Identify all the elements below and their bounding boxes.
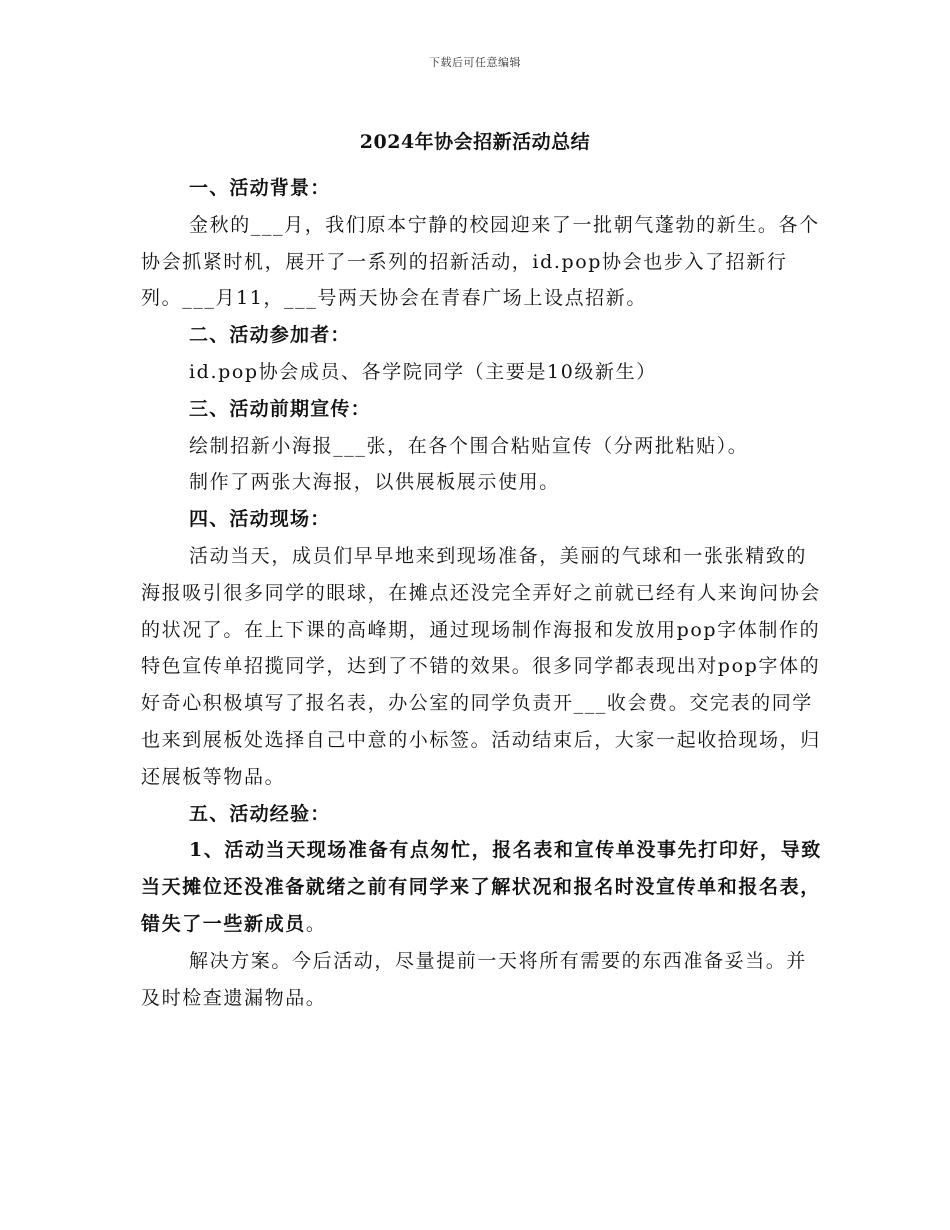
section-heading-onsite: 四、活动现场：: [189, 508, 331, 531]
paragraph-publicity-2: 制作了两张大海报，以供展板展示使用。: [189, 471, 560, 494]
experience-bold-text: 1、活动当天现场准备有点匆忙，报名表和宣传单没事先打印好，导致当天摊位还没准备就绪之前有同学来了解状况和报名时没宣传单和报名表，错失了一些新成员: [141, 839, 822, 935]
experience-end-punct: 。: [305, 912, 327, 935]
section-heading-participants: 二、活动参加者：: [189, 324, 351, 347]
header-note: 下载后可任意编辑: [429, 56, 521, 69]
paragraph-solution: 解决方案。今后活动，尽量提前一天将所有需要的东西准备妥当。并及时检查遗漏物品。: [141, 949, 808, 1009]
paragraph-publicity-1: 绘制招新小海报___张，在各个围合粘贴宣传（分两批粘贴）。: [189, 434, 749, 457]
document-body: [141, 170, 827, 1016]
paragraph-background: 金秋的___月，我们原本宁静的校园迎来了一批朝气蓬勃的新生。各个协会抓紧时机，展开了一系列的招新活动，id.pop协会也步入了招新行列。___月11，___号两天协会在青春广场上设点招新。: [141, 213, 820, 310]
paragraph-onsite: 活动当天，成员们早早地来到现场准备，美丽的气球和一张张精致的海报吸引很多同学的眼球，在摊点还没完全弄好之前就已经有人来询问协会的状况了。在上下课的高峰期，通过现场制作海报和发放用pop字体制作的特色宣传单招揽同学，达到了不错的效果。很多同学都表现出对pop字体的好奇心积极填写了报名表，办公室的同学负责开___收会费。交完表的同学也来到展板处选择自己中意的小标签。活动结束后，大家一起收拾现场，归还展板等物品。: [141, 544, 821, 788]
section-heading-experience: 五、活动经验：: [189, 802, 331, 825]
paragraph-participants: id.pop协会成员、各学院同学（主要是10级新生）: [189, 360, 657, 383]
document-title: 2024年协会招新活动总结: [359, 131, 591, 153]
section-heading-publicity: 三、活动前期宣传：: [189, 397, 371, 420]
section-heading-background: 一、活动背景：: [189, 177, 331, 199]
paragraph-experience-1: [141, 832, 827, 942]
